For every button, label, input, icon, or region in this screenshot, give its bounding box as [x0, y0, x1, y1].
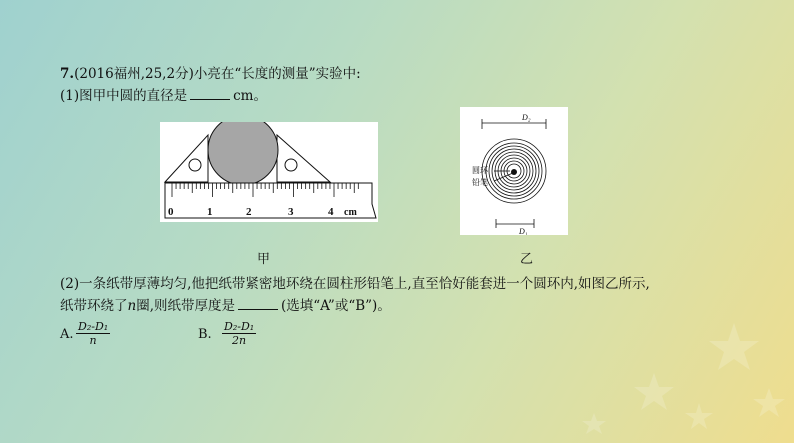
part1-unit: cm。 — [233, 88, 267, 104]
question-line-4 — [60, 294, 391, 314]
option-b-denominator: 2n — [232, 334, 247, 347]
question-line-1 — [60, 62, 361, 82]
answer-blank-1[interactable] — [190, 87, 230, 100]
label-d2: D₂ — [522, 113, 531, 122]
option-a-letter[interactable]: A. — [60, 327, 74, 342]
decorative-stars — [534, 283, 794, 443]
figure-b-caption: 乙 — [520, 252, 534, 267]
right-triangle — [277, 135, 330, 182]
part2-pre: 纸带环绕了 — [60, 298, 128, 314]
question-line-2 — [60, 84, 267, 104]
option-a-fraction[interactable] — [76, 320, 110, 347]
answer-blank-2[interactable] — [238, 297, 278, 310]
figure-a-ruler-diagram — [160, 122, 378, 222]
measured-circle — [208, 122, 278, 185]
option-b-numerator: D₂-D₁ — [224, 320, 255, 333]
part1-text: (1)图甲中圆的直径是 — [60, 88, 188, 104]
scale-label-3: 3 — [288, 206, 294, 218]
figure-a-caption: 甲 — [257, 252, 271, 267]
left-triangle — [165, 135, 208, 182]
scale-unit-label: cm — [344, 207, 357, 218]
part2-text: (2)一条纸带厚薄均匀,他把纸带紧密地环绕在圆柱形铅笔上,直至恰好能套进一个圆环内,如图乙所示, — [60, 276, 650, 292]
label-ring: 圆环 — [472, 166, 488, 175]
figure-b-ring-diagram — [460, 107, 568, 235]
option-a-denominator: n — [89, 334, 97, 347]
option-b-letter[interactable]: B. — [198, 327, 212, 342]
scale-label-2: 2 — [246, 206, 252, 218]
scale-label-0: 0 — [168, 206, 174, 218]
option-b-fraction[interactable] — [222, 320, 256, 347]
scale-label-1: 1 — [207, 206, 213, 218]
question-line-3 — [60, 272, 650, 292]
pencil-center — [511, 169, 517, 175]
label-pencil: 铅笔 — [472, 178, 488, 187]
part2-post: (选填“A”或“B”)。 — [281, 298, 391, 314]
scale-label-4: 4 — [328, 206, 334, 218]
question-number: 7. — [60, 66, 75, 82]
part2-mid: 圈,则纸带厚度是 — [136, 298, 235, 314]
question-source: (2016福州,25,2分)小亮在“长度的测量”实验中: — [74, 66, 361, 82]
variable-n: n — [127, 298, 137, 314]
option-a-numerator: D₂-D₁ — [78, 320, 109, 333]
label-d1: D₁ — [519, 227, 528, 235]
